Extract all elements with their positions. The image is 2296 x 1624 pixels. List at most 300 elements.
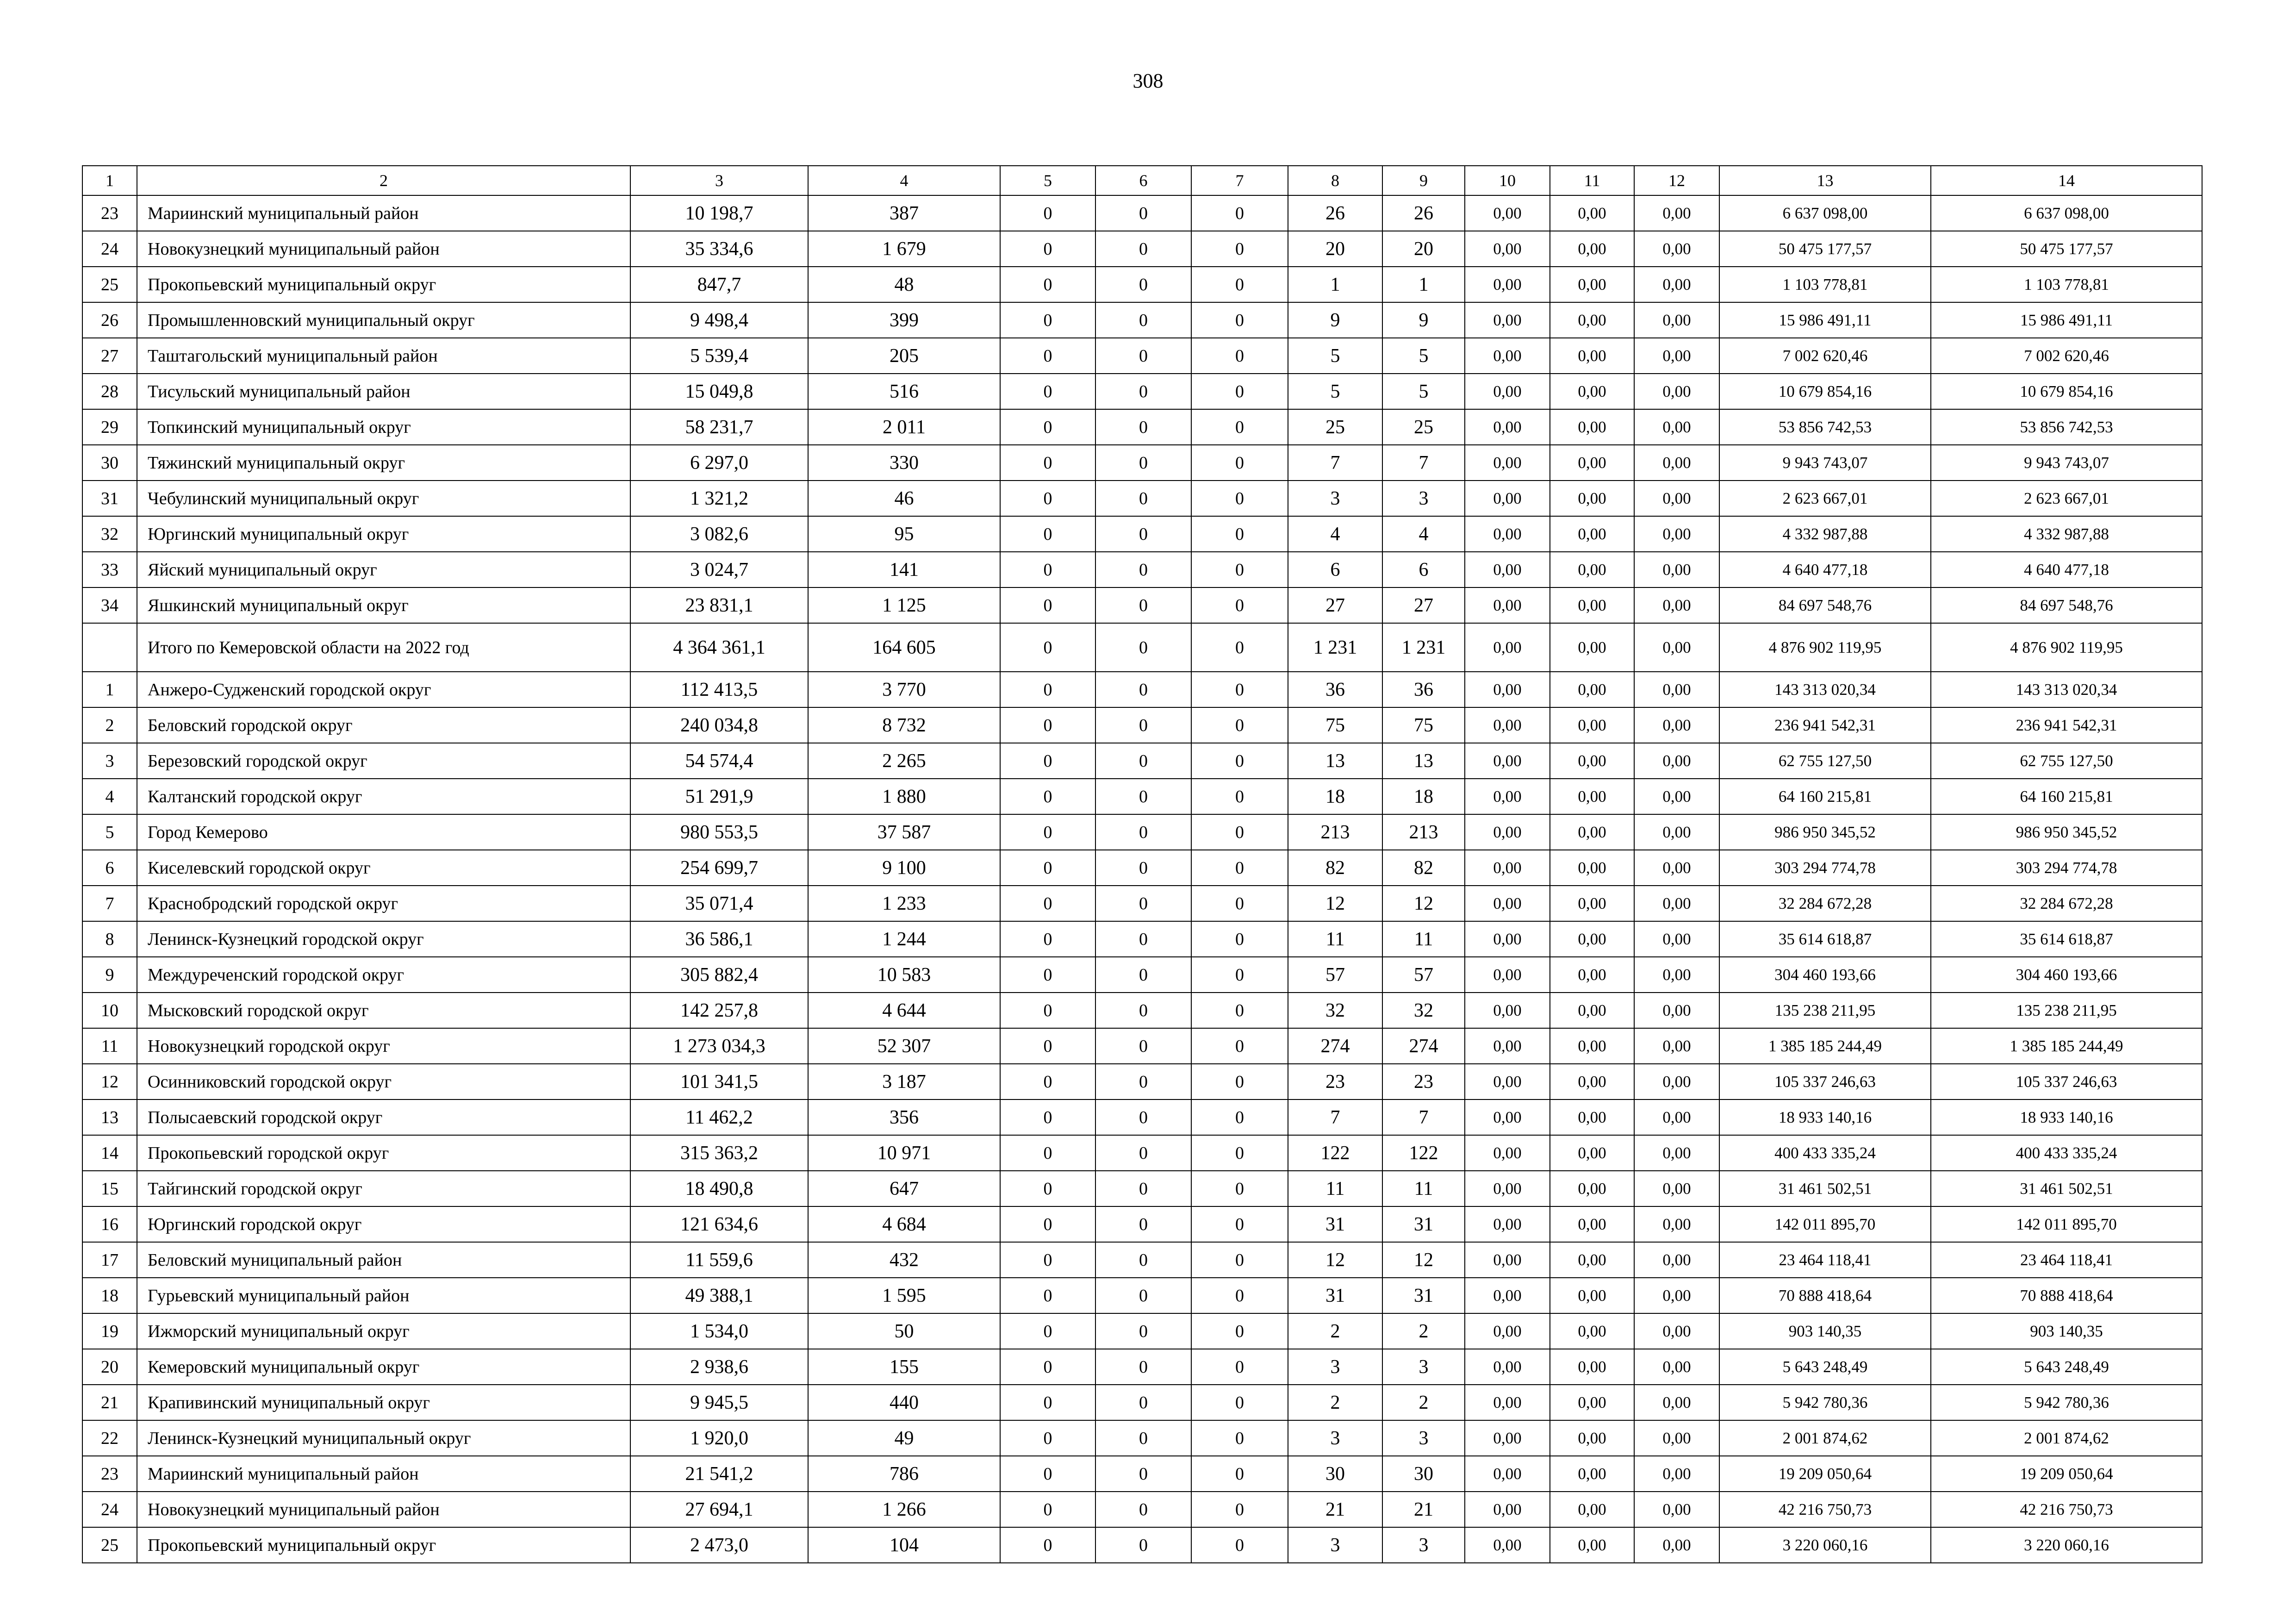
table-row — [82, 374, 2202, 409]
col-6-cell: 0 — [1095, 1099, 1191, 1135]
col-7-cell: 0 — [1191, 195, 1288, 231]
col-13-cell: 23 464 118,41 — [1719, 1242, 1931, 1278]
col-7-cell: 0 — [1191, 1278, 1288, 1313]
territory-name-cell: Кемеровский муниципальный округ — [137, 1349, 630, 1385]
col-10-cell: 0,00 — [1465, 516, 1550, 552]
col-5-cell: 0 — [1000, 1171, 1095, 1206]
table-row — [82, 921, 2202, 957]
col-10-cell: 0,00 — [1465, 1492, 1550, 1527]
col-3-cell: 305 882,4 — [630, 957, 808, 993]
territory-name-cell: Березовский городской округ — [137, 743, 630, 779]
col-14-cell: 50 475 177,57 — [1931, 231, 2202, 267]
col-5-cell: 0 — [1000, 445, 1095, 481]
col-8-cell: 31 — [1288, 1206, 1382, 1242]
col-8-cell: 31 — [1288, 1278, 1382, 1313]
col-5-cell: 0 — [1000, 338, 1095, 374]
territory-name-cell: Прокопьевский муниципальный округ — [137, 1527, 630, 1563]
row-number-cell: 19 — [82, 1313, 137, 1349]
col-10-cell: 0,00 — [1465, 1420, 1550, 1456]
col-4-cell: 104 — [808, 1527, 1000, 1563]
col-6-cell: 0 — [1095, 195, 1191, 231]
col-10-cell: 0,00 — [1465, 1313, 1550, 1349]
col-11-cell: 0,00 — [1550, 743, 1634, 779]
col-8-cell: 32 — [1288, 993, 1382, 1028]
col-12-cell: 0,00 — [1634, 886, 1719, 921]
col-12-cell: 0,00 — [1634, 1028, 1719, 1064]
row-number-cell: 16 — [82, 1206, 137, 1242]
col-8-cell: 12 — [1288, 886, 1382, 921]
col-7-cell: 0 — [1191, 921, 1288, 957]
col-5-cell: 0 — [1000, 231, 1095, 267]
col-14-cell: 4 876 902 119,95 — [1931, 623, 2202, 672]
col-6-cell: 0 — [1095, 267, 1191, 302]
territory-name-cell: Промышленновский муниципальный округ — [137, 302, 630, 338]
col-10-cell: 0,00 — [1465, 993, 1550, 1028]
table-row — [82, 1313, 2202, 1349]
col-11-cell: 0,00 — [1550, 1349, 1634, 1385]
col-12-cell: 0,00 — [1634, 267, 1719, 302]
col-14-cell: 304 460 193,66 — [1931, 957, 2202, 993]
col-11-cell: 0,00 — [1550, 481, 1634, 516]
table-row — [82, 1456, 2202, 1492]
col-6-cell: 0 — [1095, 1313, 1191, 1349]
table-row — [82, 1420, 2202, 1456]
col-3-cell: 142 257,8 — [630, 993, 808, 1028]
col-4-cell: 1 679 — [808, 231, 1000, 267]
col-4-cell: 141 — [808, 552, 1000, 587]
row-number-cell: 5 — [82, 814, 137, 850]
col-11-cell: 0,00 — [1550, 1420, 1634, 1456]
header-cell: 14 — [1931, 166, 2202, 195]
territory-name-cell: Тисульский муниципальный район — [137, 374, 630, 409]
col-5-cell: 0 — [1000, 850, 1095, 886]
header-cell: 3 — [630, 166, 808, 195]
col-4-cell: 46 — [808, 481, 1000, 516]
col-11-cell: 0,00 — [1550, 1456, 1634, 1492]
col-11-cell: 0,00 — [1550, 1099, 1634, 1135]
territory-name-cell: Чебулинский муниципальный округ — [137, 481, 630, 516]
col-13-cell: 4 332 987,88 — [1719, 516, 1931, 552]
table-row — [82, 1492, 2202, 1527]
col-8-cell: 36 — [1288, 672, 1382, 707]
col-11-cell: 0,00 — [1550, 1278, 1634, 1313]
territory-name-cell: Топкинский муниципальный округ — [137, 409, 630, 445]
col-6-cell: 0 — [1095, 1527, 1191, 1563]
territory-name-cell: Яшкинский муниципальный округ — [137, 587, 630, 623]
col-14-cell: 135 238 211,95 — [1931, 993, 2202, 1028]
col-5-cell: 0 — [1000, 672, 1095, 707]
col-9-cell: 13 — [1382, 743, 1465, 779]
col-5-cell: 0 — [1000, 1135, 1095, 1171]
col-8-cell: 12 — [1288, 1242, 1382, 1278]
col-14-cell: 1 385 185 244,49 — [1931, 1028, 2202, 1064]
col-8-cell: 82 — [1288, 850, 1382, 886]
col-8-cell: 26 — [1288, 195, 1382, 231]
col-9-cell: 31 — [1382, 1206, 1465, 1242]
row-number-cell: 29 — [82, 409, 137, 445]
col-9-cell: 12 — [1382, 886, 1465, 921]
col-14-cell: 64 160 215,81 — [1931, 779, 2202, 814]
col-13-cell: 53 856 742,53 — [1719, 409, 1931, 445]
col-6-cell: 0 — [1095, 1242, 1191, 1278]
col-11-cell: 0,00 — [1550, 516, 1634, 552]
col-6-cell: 0 — [1095, 850, 1191, 886]
col-5-cell: 0 — [1000, 267, 1095, 302]
row-number-cell: 11 — [82, 1028, 137, 1064]
territory-name-cell: Мариинский муниципальный район — [137, 1456, 630, 1492]
col-12-cell: 0,00 — [1634, 302, 1719, 338]
col-7-cell: 0 — [1191, 1456, 1288, 1492]
col-13-cell: 15 986 491,11 — [1719, 302, 1931, 338]
territory-name-cell: Ижморский муниципальный округ — [137, 1313, 630, 1349]
col-3-cell: 3 024,7 — [630, 552, 808, 587]
col-3-cell: 254 699,7 — [630, 850, 808, 886]
col-13-cell: 84 697 548,76 — [1719, 587, 1931, 623]
table-row — [82, 957, 2202, 993]
col-12-cell: 0,00 — [1634, 552, 1719, 587]
col-12-cell: 0,00 — [1634, 1171, 1719, 1206]
col-10-cell: 0,00 — [1465, 1099, 1550, 1135]
col-13-cell: 18 933 140,16 — [1719, 1099, 1931, 1135]
col-5-cell: 0 — [1000, 1385, 1095, 1420]
col-7-cell: 0 — [1191, 1492, 1288, 1527]
col-5-cell: 0 — [1000, 481, 1095, 516]
col-13-cell: 62 755 127,50 — [1719, 743, 1931, 779]
territory-name-cell: Юргинский муниципальный округ — [137, 516, 630, 552]
col-3-cell: 2 473,0 — [630, 1527, 808, 1563]
col-10-cell: 0,00 — [1465, 1527, 1550, 1563]
col-3-cell: 1 273 034,3 — [630, 1028, 808, 1064]
col-9-cell: 31 — [1382, 1278, 1465, 1313]
col-8-cell: 18 — [1288, 779, 1382, 814]
col-5-cell: 0 — [1000, 1527, 1095, 1563]
col-6-cell: 0 — [1095, 707, 1191, 743]
col-7-cell: 0 — [1191, 409, 1288, 445]
col-11-cell: 0,00 — [1550, 850, 1634, 886]
col-10-cell: 0,00 — [1465, 587, 1550, 623]
row-number-cell: 25 — [82, 1527, 137, 1563]
territory-name-cell: Прокопьевский городской округ — [137, 1135, 630, 1171]
col-13-cell: 135 238 211,95 — [1719, 993, 1931, 1028]
territory-name-cell: Мариинский муниципальный район — [137, 195, 630, 231]
col-3-cell: 315 363,2 — [630, 1135, 808, 1171]
col-7-cell: 0 — [1191, 231, 1288, 267]
col-14-cell: 18 933 140,16 — [1931, 1099, 2202, 1135]
territory-name-cell: Яйский муниципальный округ — [137, 552, 630, 587]
row-number-cell: 8 — [82, 921, 137, 957]
row-number-cell: 6 — [82, 850, 137, 886]
col-14-cell: 35 614 618,87 — [1931, 921, 2202, 957]
col-9-cell: 5 — [1382, 374, 1465, 409]
col-13-cell: 5 942 780,36 — [1719, 1385, 1931, 1420]
col-8-cell: 13 — [1288, 743, 1382, 779]
territory-name-cell: Ленинск-Кузнецкий городской округ — [137, 921, 630, 957]
col-12-cell: 0,00 — [1634, 409, 1719, 445]
col-7-cell: 0 — [1191, 267, 1288, 302]
row-number-cell: 34 — [82, 587, 137, 623]
col-5-cell: 0 — [1000, 409, 1095, 445]
territory-name-cell: Калтанский городской округ — [137, 779, 630, 814]
col-3-cell: 240 034,8 — [630, 707, 808, 743]
territory-name-cell: Беловский муниципальный район — [137, 1242, 630, 1278]
col-10-cell: 0,00 — [1465, 957, 1550, 993]
col-3-cell: 1 920,0 — [630, 1420, 808, 1456]
col-7-cell: 0 — [1191, 1349, 1288, 1385]
col-6-cell: 0 — [1095, 1278, 1191, 1313]
col-12-cell: 0,00 — [1634, 707, 1719, 743]
col-12-cell: 0,00 — [1634, 1456, 1719, 1492]
col-12-cell: 0,00 — [1634, 1278, 1719, 1313]
col-13-cell: 50 475 177,57 — [1719, 231, 1931, 267]
col-14-cell: 62 755 127,50 — [1931, 743, 2202, 779]
col-6-cell: 0 — [1095, 302, 1191, 338]
table-row — [82, 338, 2202, 374]
col-5-cell: 0 — [1000, 1456, 1095, 1492]
row-number-cell: 28 — [82, 374, 137, 409]
col-14-cell: 3 220 060,16 — [1931, 1527, 2202, 1563]
col-11-cell: 0,00 — [1550, 1135, 1634, 1171]
col-11-cell: 0,00 — [1550, 623, 1634, 672]
col-11-cell: 0,00 — [1550, 267, 1634, 302]
col-6-cell: 0 — [1095, 623, 1191, 672]
col-7-cell: 0 — [1191, 1313, 1288, 1349]
col-10-cell: 0,00 — [1465, 374, 1550, 409]
col-7-cell: 0 — [1191, 302, 1288, 338]
col-12-cell: 0,00 — [1634, 338, 1719, 374]
col-5-cell: 0 — [1000, 921, 1095, 957]
col-4-cell: 9 100 — [808, 850, 1000, 886]
col-8-cell: 11 — [1288, 1171, 1382, 1206]
table-row — [82, 1171, 2202, 1206]
col-13-cell: 2 623 667,01 — [1719, 481, 1931, 516]
col-14-cell: 23 464 118,41 — [1931, 1242, 2202, 1278]
col-3-cell: 9 945,5 — [630, 1385, 808, 1420]
col-8-cell: 3 — [1288, 1349, 1382, 1385]
col-9-cell: 122 — [1382, 1135, 1465, 1171]
col-13-cell: 4 640 477,18 — [1719, 552, 1931, 587]
col-12-cell: 0,00 — [1634, 814, 1719, 850]
col-4-cell: 50 — [808, 1313, 1000, 1349]
col-7-cell: 0 — [1191, 587, 1288, 623]
table-row — [82, 1206, 2202, 1242]
col-4-cell: 155 — [808, 1349, 1000, 1385]
col-7-cell: 0 — [1191, 623, 1288, 672]
col-5-cell: 0 — [1000, 1242, 1095, 1278]
table-row — [82, 886, 2202, 921]
header-cell: 6 — [1095, 166, 1191, 195]
header-cell: 9 — [1382, 166, 1465, 195]
row-number-cell: 25 — [82, 267, 137, 302]
col-9-cell: 75 — [1382, 707, 1465, 743]
col-10-cell: 0,00 — [1465, 267, 1550, 302]
col-12-cell: 0,00 — [1634, 1492, 1719, 1527]
col-11-cell: 0,00 — [1550, 707, 1634, 743]
header-cell: 1 — [82, 166, 137, 195]
col-9-cell: 213 — [1382, 814, 1465, 850]
territory-name-cell: Киселевский городской округ — [137, 850, 630, 886]
col-10-cell: 0,00 — [1465, 1278, 1550, 1313]
col-7-cell: 0 — [1191, 814, 1288, 850]
col-9-cell: 30 — [1382, 1456, 1465, 1492]
col-4-cell: 2 011 — [808, 409, 1000, 445]
col-3-cell: 49 388,1 — [630, 1278, 808, 1313]
col-9-cell: 9 — [1382, 302, 1465, 338]
col-8-cell: 27 — [1288, 587, 1382, 623]
col-14-cell: 4 332 987,88 — [1931, 516, 2202, 552]
territory-name-cell: Ленинск-Кузнецкий муниципальный округ — [137, 1420, 630, 1456]
col-10-cell: 0,00 — [1465, 1385, 1550, 1420]
col-3-cell: 58 231,7 — [630, 409, 808, 445]
col-10-cell: 0,00 — [1465, 1135, 1550, 1171]
col-11-cell: 0,00 — [1550, 1313, 1634, 1349]
col-5-cell: 0 — [1000, 814, 1095, 850]
row-number-cell: 24 — [82, 1492, 137, 1527]
col-8-cell: 122 — [1288, 1135, 1382, 1171]
col-3-cell: 11 559,6 — [630, 1242, 808, 1278]
col-13-cell: 19 209 050,64 — [1719, 1456, 1931, 1492]
col-3-cell: 11 462,2 — [630, 1099, 808, 1135]
col-13-cell: 5 643 248,49 — [1719, 1349, 1931, 1385]
col-9-cell: 21 — [1382, 1492, 1465, 1527]
col-9-cell: 2 — [1382, 1313, 1465, 1349]
col-8-cell: 274 — [1288, 1028, 1382, 1064]
territory-name-cell: Мысковский городской округ — [137, 993, 630, 1028]
col-6-cell: 0 — [1095, 743, 1191, 779]
row-number-cell: 15 — [82, 1171, 137, 1206]
col-6-cell: 0 — [1095, 552, 1191, 587]
table-row — [82, 814, 2202, 850]
row-number-cell: 7 — [82, 886, 137, 921]
col-7-cell: 0 — [1191, 850, 1288, 886]
col-8-cell: 2 — [1288, 1313, 1382, 1349]
col-6-cell: 0 — [1095, 374, 1191, 409]
col-11-cell: 0,00 — [1550, 957, 1634, 993]
territory-name-cell: Новокузнецкий муниципальный район — [137, 1492, 630, 1527]
col-4-cell: 3 770 — [808, 672, 1000, 707]
col-5-cell: 0 — [1000, 623, 1095, 672]
row-number-cell: 20 — [82, 1349, 137, 1385]
col-10-cell: 0,00 — [1465, 1064, 1550, 1099]
col-10-cell: 0,00 — [1465, 481, 1550, 516]
col-4-cell: 1 880 — [808, 779, 1000, 814]
col-10-cell: 0,00 — [1465, 302, 1550, 338]
col-4-cell: 1 266 — [808, 1492, 1000, 1527]
col-9-cell: 1 231 — [1382, 623, 1465, 672]
col-13-cell: 303 294 774,78 — [1719, 850, 1931, 886]
col-10-cell: 0,00 — [1465, 1456, 1550, 1492]
col-13-cell: 42 216 750,73 — [1719, 1492, 1931, 1527]
territory-name-cell: Город Кемерово — [137, 814, 630, 850]
col-11-cell: 0,00 — [1550, 814, 1634, 850]
col-14-cell: 236 941 542,31 — [1931, 707, 2202, 743]
col-8-cell: 75 — [1288, 707, 1382, 743]
col-5-cell: 0 — [1000, 1099, 1095, 1135]
col-13-cell: 6 637 098,00 — [1719, 195, 1931, 231]
col-10-cell: 0,00 — [1465, 672, 1550, 707]
col-5-cell: 0 — [1000, 374, 1095, 409]
header-cell: 7 — [1191, 166, 1288, 195]
table-row — [82, 743, 2202, 779]
col-3-cell: 27 694,1 — [630, 1492, 808, 1527]
col-6-cell: 0 — [1095, 1064, 1191, 1099]
col-8-cell: 9 — [1288, 302, 1382, 338]
col-6-cell: 0 — [1095, 957, 1191, 993]
col-7-cell: 0 — [1191, 957, 1288, 993]
col-9-cell: 18 — [1382, 779, 1465, 814]
col-4-cell: 164 605 — [808, 623, 1000, 672]
col-3-cell: 36 586,1 — [630, 921, 808, 957]
col-12-cell: 0,00 — [1634, 1420, 1719, 1456]
col-6-cell: 0 — [1095, 1349, 1191, 1385]
header-cell: 10 — [1465, 166, 1550, 195]
col-5-cell: 0 — [1000, 957, 1095, 993]
col-8-cell: 3 — [1288, 1420, 1382, 1456]
col-4-cell: 330 — [808, 445, 1000, 481]
col-11-cell: 0,00 — [1550, 672, 1634, 707]
table-row — [82, 267, 2202, 302]
col-5-cell: 0 — [1000, 552, 1095, 587]
row-number-cell — [82, 623, 137, 672]
col-13-cell: 64 160 215,81 — [1719, 779, 1931, 814]
col-14-cell: 9 943 743,07 — [1931, 445, 2202, 481]
col-12-cell: 0,00 — [1634, 1385, 1719, 1420]
col-3-cell: 6 297,0 — [630, 445, 808, 481]
col-3-cell: 2 938,6 — [630, 1349, 808, 1385]
table-row — [82, 587, 2202, 623]
col-12-cell: 0,00 — [1634, 1064, 1719, 1099]
col-12-cell: 0,00 — [1634, 481, 1719, 516]
col-14-cell: 5 942 780,36 — [1931, 1385, 2202, 1420]
table-row — [82, 1385, 2202, 1420]
col-4-cell: 786 — [808, 1456, 1000, 1492]
col-4-cell: 1 125 — [808, 587, 1000, 623]
col-14-cell: 4 640 477,18 — [1931, 552, 2202, 587]
col-5-cell: 0 — [1000, 587, 1095, 623]
col-10-cell: 0,00 — [1465, 1171, 1550, 1206]
col-4-cell: 440 — [808, 1385, 1000, 1420]
col-6-cell: 0 — [1095, 1028, 1191, 1064]
col-7-cell: 0 — [1191, 374, 1288, 409]
col-3-cell: 9 498,4 — [630, 302, 808, 338]
table-row — [82, 552, 2202, 587]
col-7-cell: 0 — [1191, 1028, 1288, 1064]
territory-name-cell: Прокопьевский муниципальный округ — [137, 267, 630, 302]
col-14-cell: 2 001 874,62 — [1931, 1420, 2202, 1456]
col-6-cell: 0 — [1095, 587, 1191, 623]
col-5-cell: 0 — [1000, 1206, 1095, 1242]
header-cell: 2 — [137, 166, 630, 195]
col-13-cell: 70 888 418,64 — [1719, 1278, 1931, 1313]
col-13-cell: 9 943 743,07 — [1719, 445, 1931, 481]
col-4-cell: 10 971 — [808, 1135, 1000, 1171]
col-6-cell: 0 — [1095, 1456, 1191, 1492]
col-14-cell: 70 888 418,64 — [1931, 1278, 2202, 1313]
col-11-cell: 0,00 — [1550, 993, 1634, 1028]
table-row — [82, 1278, 2202, 1313]
col-14-cell: 19 209 050,64 — [1931, 1456, 2202, 1492]
col-11-cell: 0,00 — [1550, 1206, 1634, 1242]
col-4-cell: 95 — [808, 516, 1000, 552]
col-3-cell: 1 534,0 — [630, 1313, 808, 1349]
col-3-cell: 121 634,6 — [630, 1206, 808, 1242]
col-3-cell: 51 291,9 — [630, 779, 808, 814]
col-12-cell: 0,00 — [1634, 516, 1719, 552]
col-13-cell: 1 385 185 244,49 — [1719, 1028, 1931, 1064]
col-9-cell: 3 — [1382, 1349, 1465, 1385]
col-8-cell: 213 — [1288, 814, 1382, 850]
col-12-cell: 0,00 — [1634, 1099, 1719, 1135]
table-row — [82, 1242, 2202, 1278]
